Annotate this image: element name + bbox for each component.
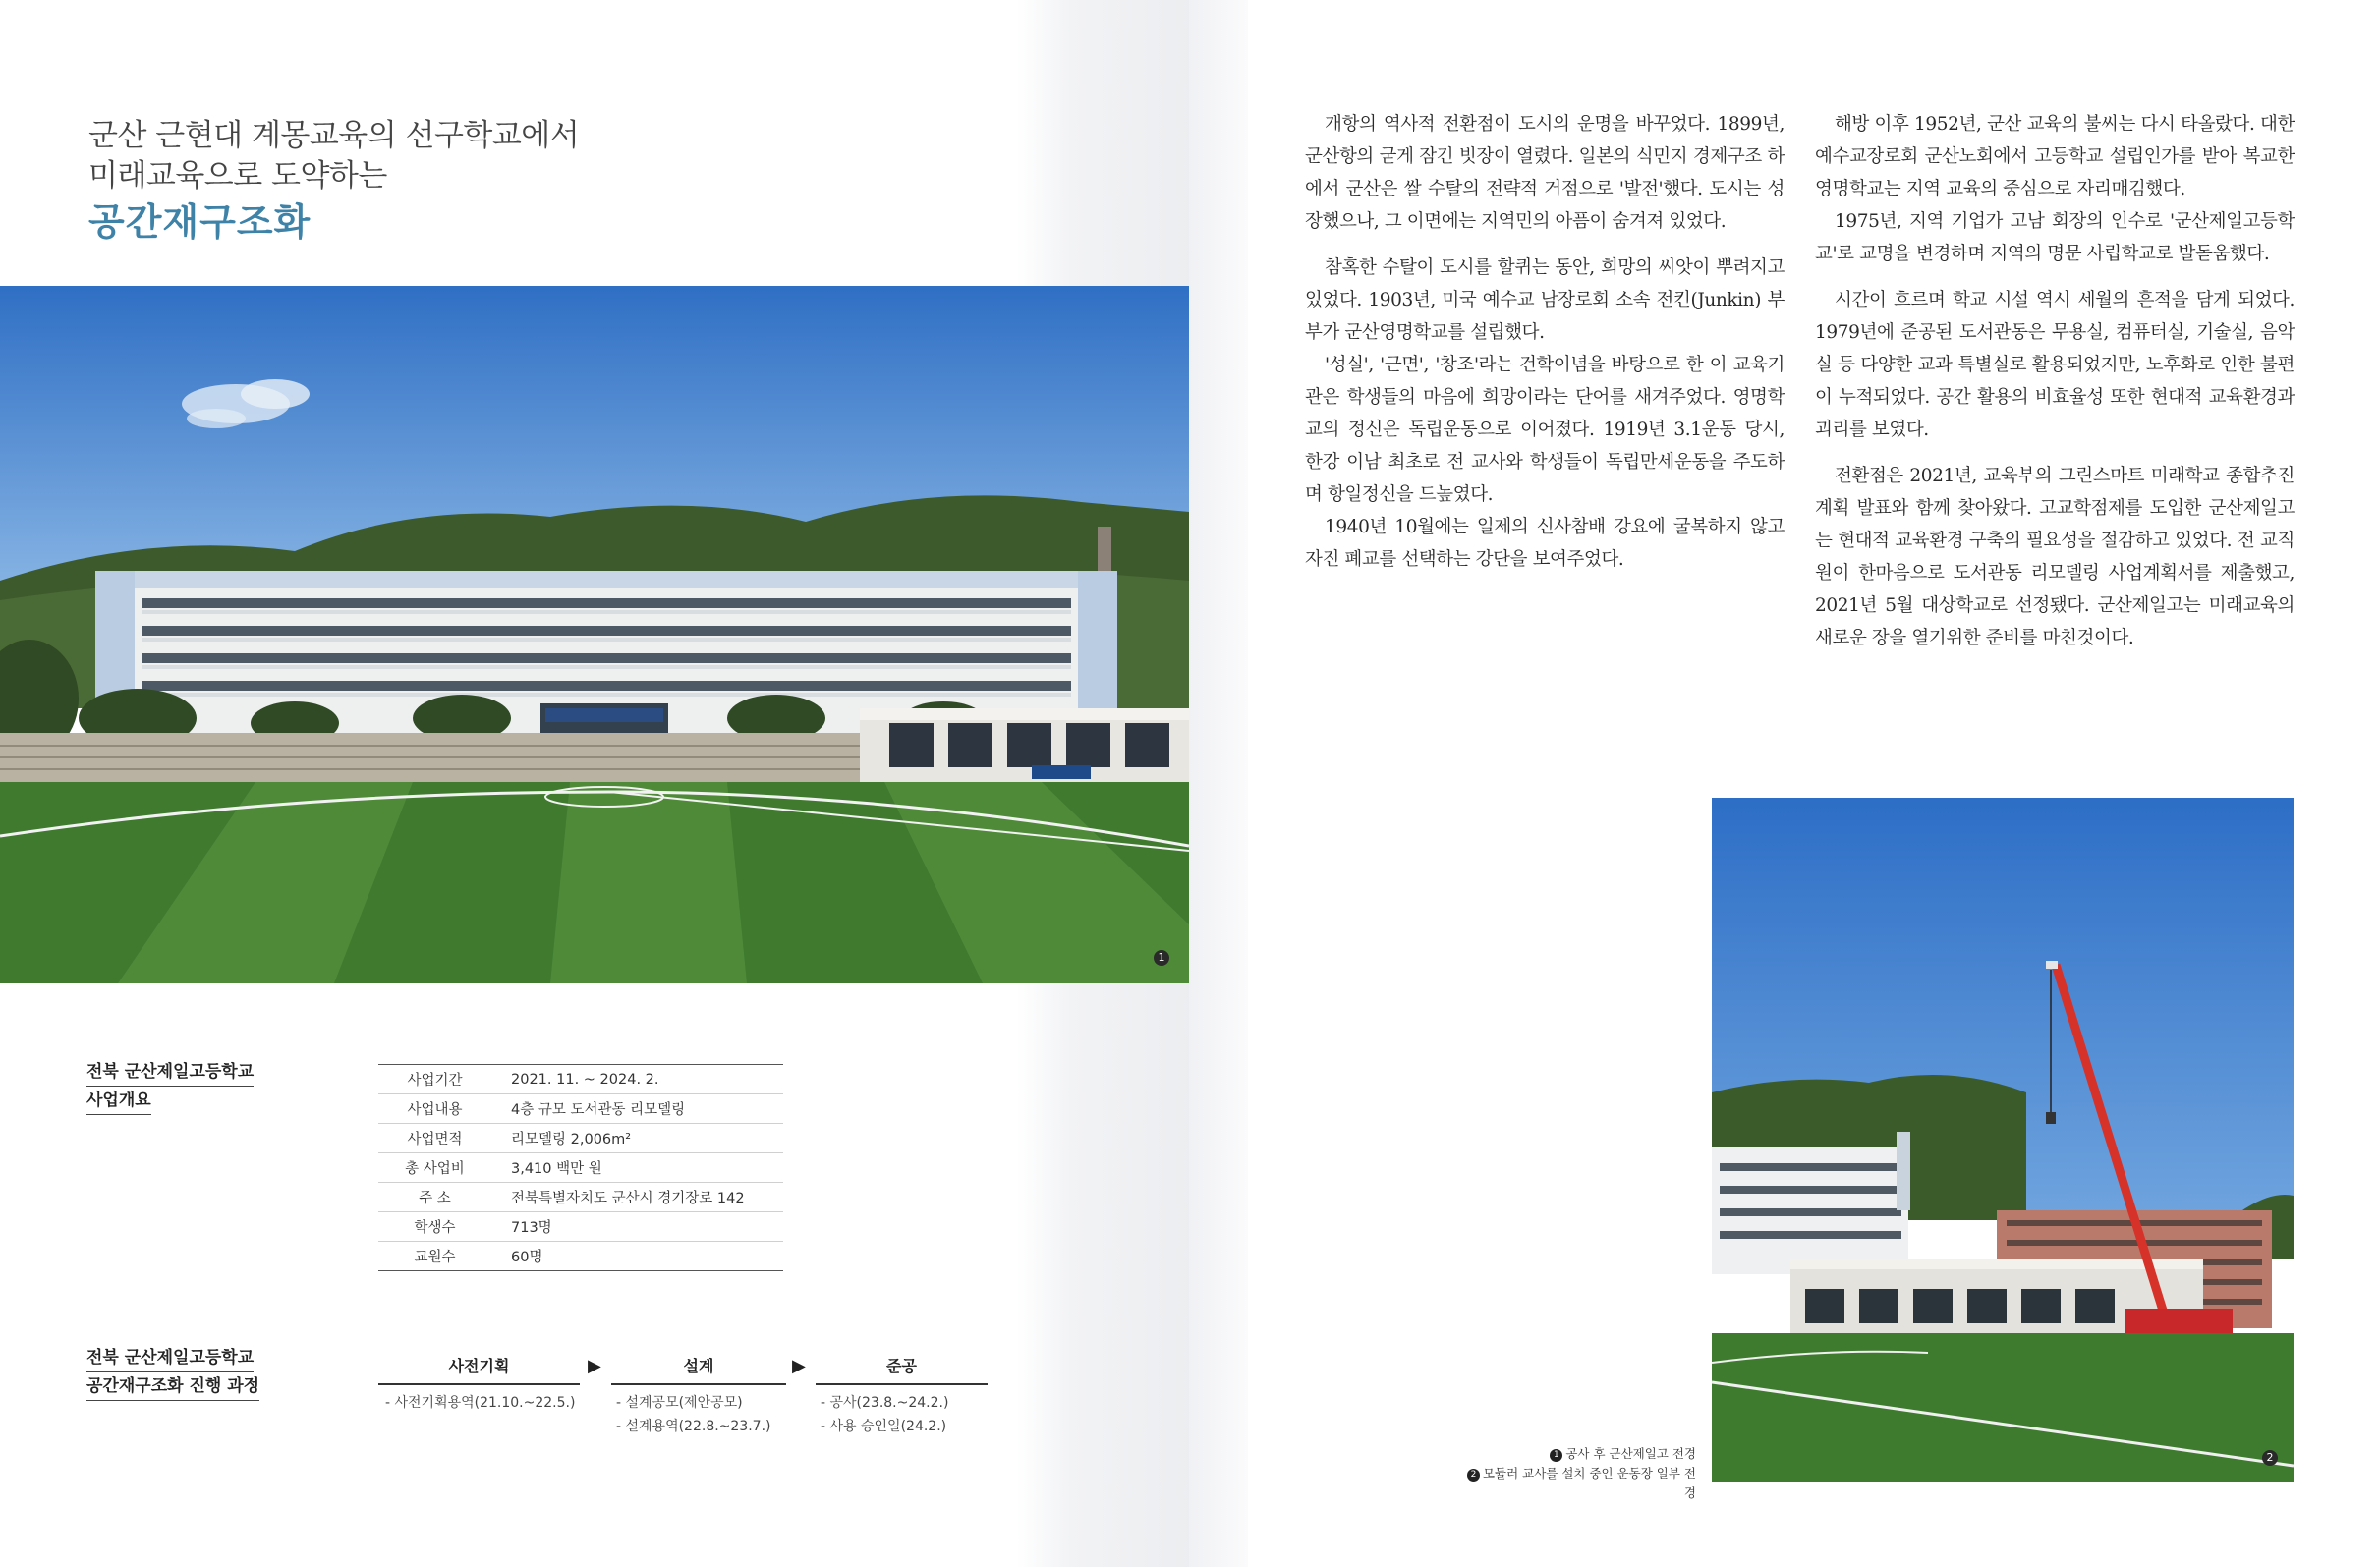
- body-paragraph: 시간이 흐르며 학교 시설 역시 세월의 흔적을 담게 되었다. 1979년에 준공된 도서관동은 무용실, 컴퓨터실, 기술실, 음악실 등 다양한 교과 특별실로 활용되었지만, 노후화로 인한 불편이 누적되었다. 공간 활용의 비효율성 또한 현대적 교육환경과 괴리를 보였다.: [1815, 290, 2295, 440]
- process-item: - 공사(23.8.~24.2.): [821, 1395, 949, 1411]
- body-paragraph: 해방 이후 1952년, 군산 교육의 불씨는 다시 타올랐다. 대한예수교장로회 군산노회에서 고등학교 설립인가를 받아 복교한 영명학교는 지역 교육의 중심으로 자리매김했다.: [1815, 114, 2295, 199]
- page-gutter-shadow-right: [1189, 0, 1248, 1567]
- caption-number: 2: [1467, 1469, 1480, 1482]
- caption-text: 모듈러 교사를 설치 중인 운동장 일부 전경: [1482, 1466, 1696, 1500]
- overview-row-label: 주 소: [419, 1191, 451, 1206]
- caption-1: [1464, 1444, 1696, 1464]
- process-label-line-2: 공간재구조화 진행 과정: [86, 1372, 259, 1401]
- overview-row: [378, 1065, 783, 1094]
- caption-number: 1: [1550, 1449, 1562, 1462]
- arrow-right-icon: ▶: [588, 1356, 601, 1376]
- page-title: 공간재구조화: [88, 200, 312, 244]
- body-column-2: [1815, 108, 2295, 668]
- body-paragraph: 전환점은 2021년, 교육부의 그린스마트 미래학교 종합추진계획 발표와 함께 찾아왔다. 고교학점제를 도입한 군산제일고는 현대적 교육환경 구축의 필요성을 절감하고 있었다. 전 교직원이 한마음으로 도서관동 리모델링 사업계획서를 제출했고, 2021년 5월 대상학교로 선정됐다. 군산제일고는 미래교육의 새로운 장을 열기위한 준비를 마친것이다.: [1815, 466, 2295, 648]
- overview-row-value: 3,410 백만 원: [511, 1161, 602, 1177]
- body-paragraph: 개항의 역사적 전환점이 도시의 운명을 바꾸었다. 1899년, 군산항의 굳게 잠긴 빗장이 열렸다. 일본의 식민지 경제구조 하에서 군산은 쌀 수탈의 전략적 거점으로 '발전'했다. 도시는 성장했으나, 그 이면에는 지역민의 아픔이 숨겨져 있었다.: [1305, 114, 1785, 232]
- body-paragraph: 1940년 10월에는 일제의 신사참배 강요에 굴복하지 않고 자진 폐교를 선택하는 강단을 보여주었다.: [1305, 517, 1785, 570]
- arrow-right-icon: ▶: [792, 1356, 806, 1376]
- project-overview-table: [378, 1064, 783, 1271]
- overview-row: [378, 1212, 783, 1242]
- process-stage-completion: 준공: [816, 1354, 988, 1385]
- overview-row-label: 학생수: [414, 1220, 456, 1236]
- process-item: - 설계공모(제안공모): [616, 1395, 743, 1411]
- overview-row-label: 사업기간: [407, 1073, 463, 1089]
- overview-row: [378, 1183, 783, 1212]
- subtitle-line-1: 군산 근현대 계몽교육의 선구학교에서: [88, 118, 580, 153]
- overview-row-value: 리모델링 2,006m²: [511, 1132, 632, 1147]
- photo-captions: [1464, 1444, 1696, 1503]
- process-item: - 설계용역(22.8.~23.7.): [616, 1419, 771, 1434]
- body-column-1: [1305, 108, 1785, 589]
- body-paragraph: 1975년, 지역 기업가 고남 회장의 인수로 '군산제일고등학교'로 교명을 변경하며 지역의 명문 사립학교로 발돋움했다.: [1815, 211, 2295, 264]
- subtitle-line-2: 미래교육으로 도약하는: [88, 158, 387, 194]
- overview-row-label: 사업내용: [407, 1102, 463, 1118]
- caption-2: [1464, 1464, 1696, 1503]
- process-label: [86, 1344, 259, 1401]
- overview-label: [86, 1058, 254, 1115]
- overview-row: [378, 1242, 783, 1270]
- overview-row-label: 사업면적: [407, 1132, 463, 1147]
- overview-row-label: 총 사업비: [405, 1161, 465, 1177]
- body-paragraph: 참혹한 수탈이 도시를 할퀴는 동안, 희망의 씨앗이 뿌려지고 있었다. 1903년, 미국 예수교 남장로회 소속 전킨(Junkin) 부부가 군산영명학교를 설립했다.: [1305, 257, 1785, 343]
- school-exterior-photo: [0, 286, 1189, 983]
- overview-row-label: 교원수: [414, 1250, 456, 1265]
- overview-row-value: 2021. 11. ~ 2024. 2.: [511, 1071, 659, 1088]
- photo1-number: 1: [1154, 950, 1169, 966]
- photo2-number: 2: [2262, 1450, 2278, 1466]
- process-label-line-1: 전북 군산제일고등학교: [86, 1344, 254, 1372]
- caption-text: 공사 후 군산제일고 전경: [1565, 1446, 1696, 1461]
- overview-label-line-2: 사업개요: [86, 1087, 151, 1115]
- process-item: - 사전기획용역(21.10.~22.5.): [385, 1395, 576, 1411]
- overview-label-line-1: 전북 군산제일고등학교: [86, 1058, 254, 1087]
- process-stage-design: 설계: [611, 1354, 786, 1385]
- overview-row-value: 60명: [511, 1250, 543, 1265]
- overview-row: [378, 1153, 783, 1183]
- crane-construction-photo: [1712, 798, 2294, 1482]
- process-item: - 사용 승인일(24.2.): [821, 1419, 947, 1434]
- process-stage-planning: 사전기획: [378, 1354, 580, 1385]
- overview-row-value: 713명: [511, 1220, 552, 1236]
- body-paragraph: '성실', '근면', '창조'라는 건학이념을 바탕으로 한 이 교육기관은 학생들의 마음에 희망이라는 단어를 새겨주었다. 영명학교의 정신은 독립운동으로 이어졌다. 1919년 3.1운동 당시, 한강 이남 최초로 전 교사와 학생들이 독립만세운동을 주도하며 항일정신을 드높였다.: [1305, 355, 1785, 505]
- overview-row: [378, 1124, 783, 1153]
- overview-row-value: 전북특별자치도 군산시 경기장로 142: [511, 1191, 745, 1206]
- overview-row-value: 4층 규모 도서관동 리모델링: [511, 1102, 686, 1118]
- overview-row: [378, 1094, 783, 1124]
